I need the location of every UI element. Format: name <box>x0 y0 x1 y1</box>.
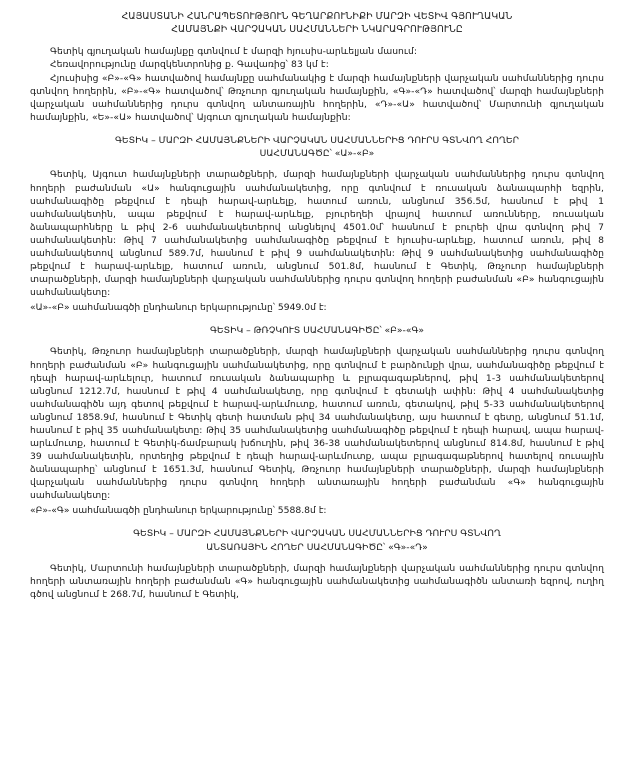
section-3-heading-line-1: ԳԵՏԻԿ – ՄԱՐԶԻ ՀԱՄԱՅՆՔՆԵՐԻ ՎԱՐՉԱԿԱՆ ՍԱՀՄԱՆՆԵՐԻՑ ԴՈՒՐՍ ԳՏՆՎՈՂ <box>133 528 501 540</box>
section-3-heading <box>30 527 604 554</box>
section-1-paragraph: Գետիկ, Այգուտ համայնքների տարածքների, մարզի համայնքների վարչական սահմաններից դուրս գտնվող հողերի բաժանման «Ա» հանգուցային սահմանակետից, որը գտնվում է ռուսական ձանապարհի եզրին, սահմանագիծը թեքվում է դեպի հարավ-արևելք, հատում առուն, անցնում 356.5մ, հասնում է թիվ 1 սահմանակետին, ապա թեքվում է հարավ-արևելք, բյուրեղեի վրայով հատում առունները, ռուսական ձանապարհները և թիվ 2-6 սահմանակետերով անցնելով 4501.0մ՝ հասնում է բուրեի վրա գտնվող թիվ 7 սահմանակետին: Թիվ 7 սահմանակետից սահմանագիծը թեքվում է հյուսիս-արևելք, հատում առուն, թիվ 8 սահմանակետով անցնում 589.7մ, հասնում է թիվ 9 սահմանակետին: Թիվ 9 սահմանակետից սահմանագիծը թեքվում է հարավ-արևելք, հատում առուն, անցնում 501.8մ, հասնում է Գետիկ, Թռչուոր համայնքների տարածքների, մարզի համայնքների վարչական սահմաններից դուրս գտնվող հողերի բաժանման «Բ» հանգուցային սահմանակետը: <box>30 169 604 298</box>
section-2-heading-line-1: ԳԵՏԻԿ – ԹՌՉԿՈՒՏ ՍԱՀՄԱՆԱԳԻԾԸ՝ «Բ»-«Գ» <box>210 325 424 337</box>
section-2-heading <box>30 324 604 337</box>
intro-paragraph-3: Հյուսիսից «Բ»-«Գ» հատվածով համայնքը սահմանակից է մարզի համայնքների վարչական սահմաններից դուրս գտնվող հողերին, «Բ»-«Գ» հատվածով՝ Թռչուոր գյուղական համայնքին, «Գ»-«Դ» հատվածով՝ մարզի համայնքների վարչական սահմաններից դուրս գտնվող անտառային հողերին, «Դ»-«Ա» հատվածով՝ Մարտունի գյուղական համայնքին, «Ե»-«Ա» հատվածով՝ Այգուտ գյուղական համայնքին: <box>30 72 604 123</box>
section-1-heading <box>30 134 604 161</box>
section-3-paragraph: Գետիկ, Մարտունի համայնքների տարածքների, մարզի համայնքների վարչական սահմաններից դուրս գտնվող հողերի անտառային հողերի բաժանման «Գ» հանգուցային սահմանակետից սահմանագիծն անտառի եզրով, ուղիղ գծով անցնում է 268.7մ, հասնում է Գետիկ, <box>30 562 604 601</box>
document-title-line-1: ՀԱՅԱՍՏԱՆԻ ՀԱՆՐԱՊԵՏՈՒԹՅՈՒՆ ԳԵՂԱՐՔՈՒՆԻՔԻ ՄԱՐԶԻ ՎԵՏԻՎ ԳՅՈՒՂԱԿԱՆ <box>121 11 513 22</box>
intro-paragraph-1: Գետիկ գյուղական համայնքը գտնվում է մարզի հյուսիս-արևելյան մասում: <box>50 46 417 58</box>
section-1-total-length: «Ա»-«Բ» սահմանագծի ընդհանուր երկարությունը՝ 5949.0մ է: <box>30 302 327 314</box>
intro-paragraph-2: Հեռավորությունը մարզկենտրոնից ք. Գավառից՝ 83 կմ է: <box>50 59 329 71</box>
section-3-heading-line-2: ԱՆՏԱՌԱՅԻՆ ՀՈՂԵՐ ՍԱՀՄԱՆԱԳԻԾԸ՝ «Գ»-«Դ» <box>206 541 428 553</box>
document-title-line-2: ՀԱՄԱՅՆՔԻ ՎԱՐՉԱԿԱՆ ՍԱՀՄԱՆՆԵՐԻ ՆԿԱՐԱԳՐՈՒԹՅՈՒՆԸ <box>171 24 463 36</box>
section-1-heading-line-2: ՍԱՀՄԱՆԱԳԾԸ՝ «Ա»-«Բ» <box>259 148 375 160</box>
document-title <box>30 10 604 36</box>
section-2-paragraph: Գետիկ, Թռչուոր համայնքների տարածքների, մարզի համայնքների վարչական սահմաններից դուրս գտնվող հողերի բաժանման «Բ» հանգուցային սահմանակետից, որը գտնվում է բարձունքի վրա, սահմանագիծը թեքվում է դեպի հարավ-արևելուր, հատում ռուսական ձանապարհը և բլրագագաթներով, թիվ 1-3 սահմանակետերով անցնում 1212.7մ, հասնում է թիվ 4 սահմանակետը, որը գտնվում է գետակի ափին: Թիվ 4 սահմանակետից սահմանագիծն այդ գետով թեքվում է հարավ-արևմուտք, հատում առուն, գետակով, թիվ 5-33 սահմանակետերով անցնում 1858.9մ, հասնում է Գետիկ գետի հատման թիվ 34 սահմանակետը, այս հատում է գետը, անցնում 51.1մ, հասնում է թիվ 35 սահմանակետը: Թիվ 35 սահմանակետից սահմանագիծը թեքվում է դեպի հարավ, ապա հարավ-արևմուտք, հատում է Գետիկ-ճամբարակ խճուղին, թիվ 36-38 սահմանակետերով անցնում 814.8մ, հասնում է թիվ 39 սահմանակետին, որտեղից թեքվում է դեպի հարավ-արևմուտք, ապա բլրագագաթներով հատելով ռուսային ձանապարհը՝ անցնում է 1651.3մ, հասնում Գետիկ, Թռչուոր համայնքների տարածքների, մարզի համայնքների վարչական սահմաններից դուրս գտնվող հողերի անտառային հողերի բաժանման «Գ» հանգուցային սահմանակետը: <box>30 346 604 502</box>
section-2-total-length: «Բ»-«Գ» սահմանագծի ընդհանուր երկարությունը՝ 5588.8մ է: <box>30 505 327 517</box>
section-1-heading-line-1: ԳԵՏԻԿ – ՄԱՐԶԻ ՀԱՄԱՅՆՔՆԵՐԻ ՎԱՐՉԱԿԱՆ ՍԱՀՄԱՆՆԵՐԻՑ ԴՈՒՐՍ ԳՏՆՎՈՂ ՀՈՂԵՐ <box>114 134 520 146</box>
